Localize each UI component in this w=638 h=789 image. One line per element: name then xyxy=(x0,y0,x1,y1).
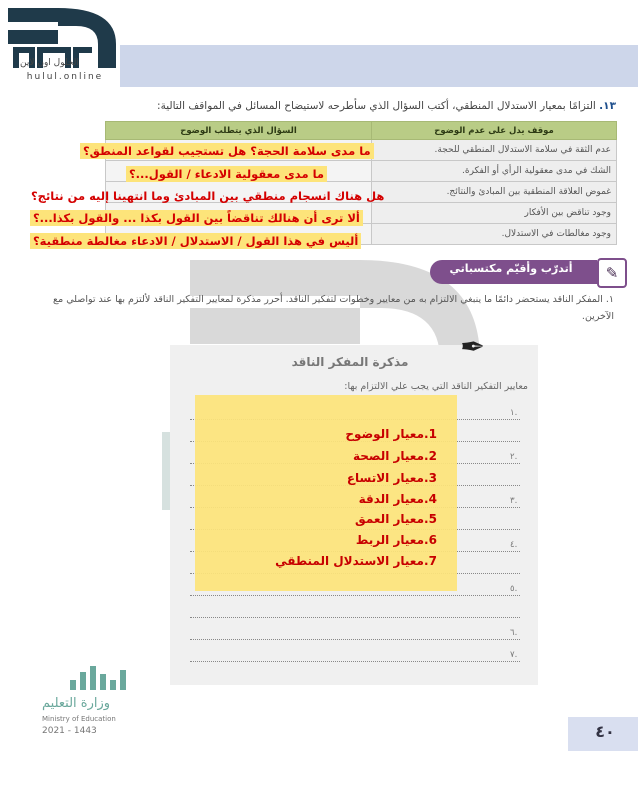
answer-item-1 xyxy=(345,427,448,441)
answer-item-7 xyxy=(275,554,448,568)
answer-num: 1. xyxy=(424,427,437,441)
exercise-text: المفكر الناقد يستحضر دائمًا ما ينبغي الالتزام به من معايير وخطوات لتفكير الناقد. أحرر مذكرة لمعايير التفكير الناقد لألتزم بها عند تواصلي مع الآخرين. xyxy=(53,294,614,322)
clarity-table xyxy=(105,121,617,245)
answer-text: معيار الاتساع xyxy=(346,471,424,485)
answer-num: 7. xyxy=(424,554,437,568)
page-number: ٤٠ xyxy=(595,722,615,741)
line-number: ٣. xyxy=(510,496,518,506)
answer-num: 5. xyxy=(424,512,437,526)
header-band xyxy=(120,45,638,87)
answer-line[interactable] xyxy=(190,616,520,618)
table-answer-5: أليس في هذا القول / الاستدلال / الادعاء مغالطة منطقية؟ xyxy=(30,233,361,249)
answer-num: 2. xyxy=(424,449,437,463)
table-row: الشك في مدى معقولية الرأي أو الفكرة. xyxy=(372,161,617,182)
logo-subtitle-en: hulul.online xyxy=(26,72,104,82)
table-answer-1: ما مدى سلامة الحجة؟ هل تستجيب لقواعد المنطق؟ xyxy=(80,143,374,159)
line-number: ٧. xyxy=(510,650,518,660)
table-header-question: السؤال الذي يتطلب الوضوح xyxy=(106,122,372,140)
question-number: ١٣. xyxy=(599,100,616,112)
table-row: وجود تناقض بين الأفكار xyxy=(372,203,617,224)
question-13 xyxy=(96,100,616,112)
answer-text: معيار الصحة xyxy=(352,449,424,463)
answer-line[interactable] xyxy=(190,594,520,596)
answer-item-3 xyxy=(347,471,448,485)
answer-text: معيار الاستدلال المنطقي xyxy=(275,554,424,568)
answer-item-2 xyxy=(353,449,448,463)
table-row: عدم الثقة في سلامة الاستدلال المنطقي للحجة. xyxy=(372,140,617,161)
section-title: أتدرّب وأقيّم مكتسباتي xyxy=(449,262,573,275)
answer-num: 3. xyxy=(424,471,437,485)
answer-num: 4. xyxy=(424,492,437,506)
line-number: ٤. xyxy=(510,540,518,550)
answer-text: معيار العمق xyxy=(355,512,424,526)
answer-item-6 xyxy=(356,533,448,547)
table-row: وجود مغالطات في الاستدلال. xyxy=(372,224,617,245)
answer-item-4 xyxy=(359,492,448,506)
line-number: ٥. xyxy=(510,584,518,594)
exercise-1 xyxy=(24,291,614,325)
table-answer-3: هل هناك انسجام منطقي بين المبادئ وما انتهينا إليه من نتائج؟ xyxy=(31,189,385,203)
line-number: ٦. xyxy=(510,628,518,638)
note-subtitle: معايير التفكير الناقد التي يجب علي الالتزام بها: xyxy=(344,381,528,392)
answer-line[interactable] xyxy=(190,638,520,640)
line-number: ٢. xyxy=(510,452,518,462)
logo-subtitle-ar: الحلول اون لاين xyxy=(20,58,79,68)
ministry-name-ar: وزارة التعليم xyxy=(42,696,111,711)
answer-line[interactable] xyxy=(190,660,520,662)
ministry-logo xyxy=(66,660,156,694)
table-row: غموض العلاقة المنطقية بين المبادئ والنتائج. xyxy=(372,182,617,203)
answer-num: 6. xyxy=(424,533,437,547)
pencil-icon: ✎ xyxy=(597,258,627,288)
exercise-number: ١. xyxy=(605,294,614,305)
line-number: ١. xyxy=(510,408,518,418)
edition-year: 2021 - 1443 xyxy=(42,726,97,736)
note-title: مذكرة المفكر الناقد xyxy=(291,355,409,369)
answer-text: معيار الربط xyxy=(355,533,424,547)
ministry-name-en: Ministry of Education xyxy=(42,715,116,723)
table-answer-4: ألا ترى أن هنالك تناقضاً بين القول بكذا ... والقول بكذا...؟ xyxy=(30,210,363,226)
answer-item-5 xyxy=(355,512,448,526)
table-answer-2: ما مدى معقولية الادعاء / القول...؟ xyxy=(126,166,327,182)
answer-text: معيار الدقة xyxy=(358,492,424,506)
table-header-situation: موقف يدل على عدم الوضوح xyxy=(372,122,617,140)
question-text: التزامًا بمعيار الاستدلال المنطقي، أكتب السؤال الذي سأطرحه لاستيضاح المسائل في المواقف التالية: xyxy=(157,100,596,112)
quill-icon: ✒ xyxy=(460,330,486,365)
answer-text: معيار الوضوح xyxy=(345,427,424,441)
